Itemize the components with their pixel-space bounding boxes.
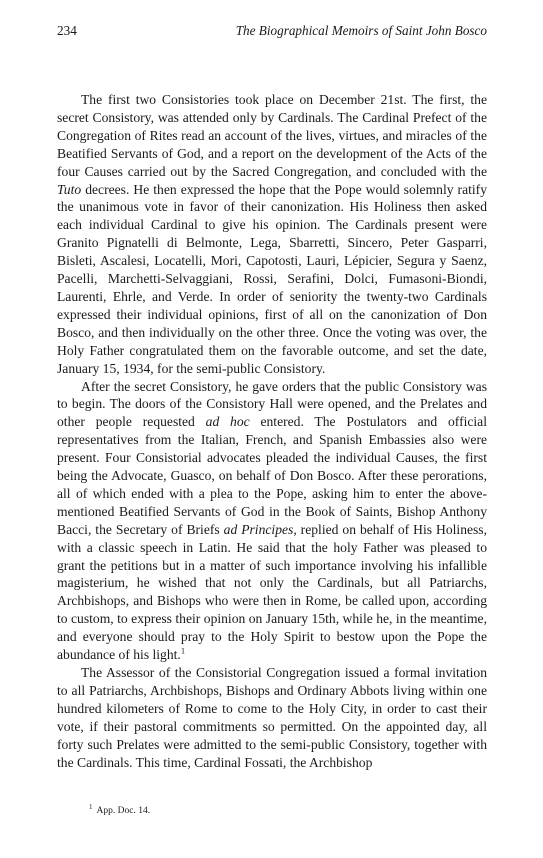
- paragraph-2-italic-ad-hoc: ad hoc: [205, 414, 250, 430]
- running-header: [57, 22, 487, 40]
- paragraph-2-italic-ad-principes: ad Principes,: [223, 521, 297, 537]
- paragraph-1-text-a: The first two Consistories took place on December 21st. The first, the secret Consistory, was attended only by Cardinals. The Cardinal Prefect of the Congregation of Rites read an account of the lives, virtues, and miracles of the Beatified Servants of God, and a report on the development of the Acts of the four Causes carried out by the Sacred Congregation, and concluded with the: [57, 92, 487, 179]
- footnote-mark: 1: [89, 802, 93, 811]
- body-text: [57, 91, 487, 771]
- paragraph-1: [57, 91, 487, 378]
- paragraph-1-italic-tuto: Tuto: [57, 181, 82, 197]
- paragraph-2-text-a: After the secret Consistory, he gave orders that the public Consistory was to begin. The doors of the Consistory Hall were opened, and the Prelates and other people requested: [57, 378, 487, 430]
- paragraph-2-text-b: entered. The Postulators and official representatives from the Italian, French, and Spanish Embassies also were present. Four Consistorial advocates pleaded the individual Causes, the first being the Advocate, Guasco, on behalf of Don Bosco. After these perorations, all of which ended with a plea to the Pope, asking him to enter the above-mentioned Beatified Servants of God in the Book of Saints, Bishop Anthony Bacci, the Secretary of Briefs: [57, 414, 487, 537]
- paragraph-2: [57, 378, 487, 665]
- footnote: [89, 802, 489, 817]
- page-number: 234: [57, 23, 77, 38]
- paragraph-3: The Assessor of the Consistorial Congregation issued a formal invitation to all Patriarchs, Archbishops, Bishops and Ordinary Abbots living within one hundred kilometers of Rome to come to the Holy City, in order to cast their vote, if their pastoral commitments so permitted. On the appointed day, all forty such Prelates were admitted to the semi-public Consistory, together with the Cardinals. This time, Cardinal Fossati, the Archbishop: [57, 665, 487, 770]
- footnote-text: App. Doc. 14.: [96, 806, 151, 816]
- running-title: The Biographical Memoirs of Saint John Bosco: [235, 23, 487, 38]
- footnote-reference[interactable]: 1: [180, 645, 186, 656]
- paragraph-2-text-c: replied on behalf of His Holiness, with a classic speech in Latin. He said that the holy Father was pleased to grant the petitions but in a matter of such importance involving his infallible magisterium, he wished that not only the Cardinals, but all Patriarchs, Archbishops, and Bishops who were then in Rome, be called upon, according to custom, to express their opinion on January 15th, while he, in the meantime, and everyone should pray to the Holy Spirit to bestow upon the Pope the abundance of his light.: [57, 521, 487, 663]
- paragraph-1-text-b: decrees. He then expressed the hope that the Pope would solemnly ratify the unanimous vote in favor of their canonization. His Holiness then asked each individual Cardinal to give his opinion. The Cardinals present were Granito Pignatelli di Belmonte, Lega, Sbarretti, Sincero, Peter Gasparri, Bisleti, Ascalesi, Locatelli, Mori, Capotosti, Lauri, Lépicier, Segura y Saenz, Pacelli, Marchetti-Selvaggiani, Rossi, Serafini, Dolci, Fumasoni-Biondi, Laurenti, Ehrle, and Verde. In order of seniority the twenty-two Cardinals expressed their individual opinions, first of all on the canonization of Don Bosco, and then individually on the other three. Once the voting was over, the Holy Father congratulated them on the favorable outcome, and set the date, January 15, 1934, for the semi-public Consistory.: [57, 181, 487, 376]
